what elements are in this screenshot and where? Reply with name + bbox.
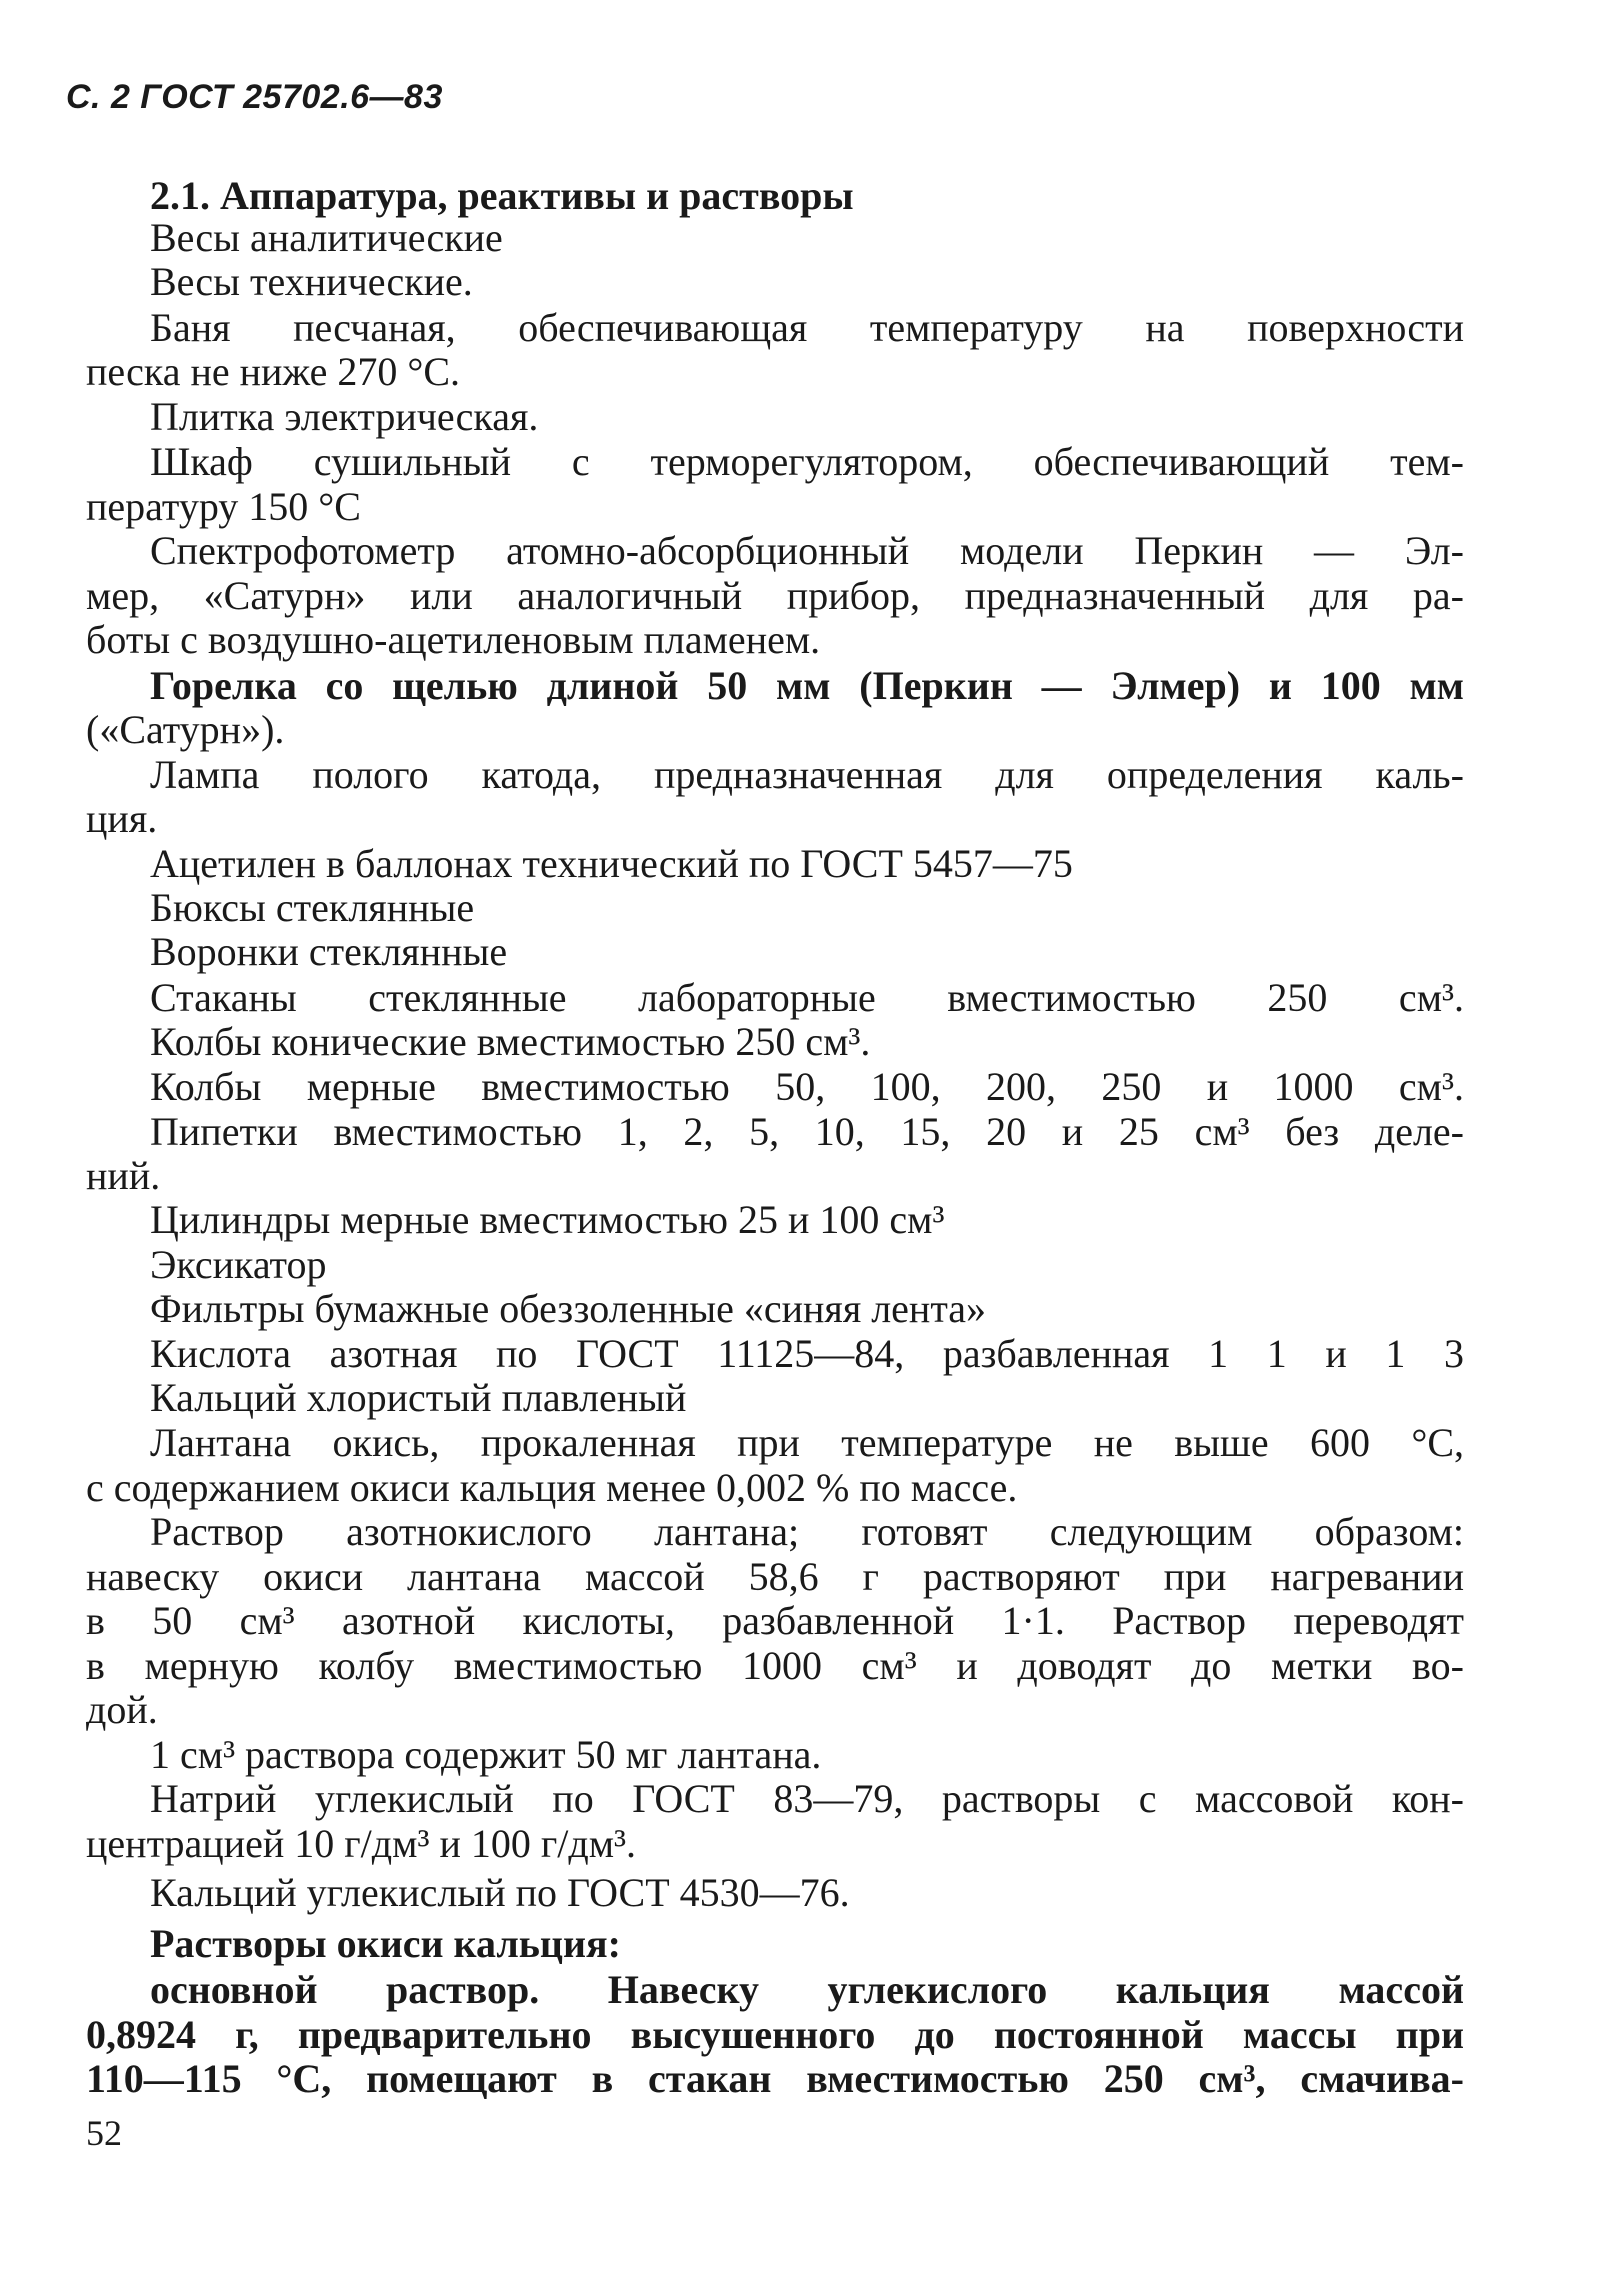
text-line: Эксикатор <box>150 1242 327 1287</box>
text-line: Горелка со щелью длиной 50 мм (Перкин — Элмер) и 100 мм <box>150 663 1464 708</box>
text-line: Весы аналитические <box>150 215 503 260</box>
text-line: Баня песчаная, обеспечивающая температуру на поверхности <box>150 305 1464 350</box>
text-line: в мерную колбу вместимостью 1000 см³ и доводят до метки во- <box>86 1643 1464 1688</box>
text-line: боты с воздушно-ацетиленовым пламенем. <box>86 617 821 662</box>
text-line: Стаканы стеклянные лабораторные вместимостью 250 см³. <box>150 975 1464 1020</box>
text-line: песка не ниже 270 °С. <box>86 349 461 394</box>
text-line: в 50 см³ азотной кислоты, разбавленной 1·1. Раствор переводят <box>86 1598 1464 1643</box>
page-number: 52 <box>86 2113 122 2153</box>
text-line: 0,8924 г, предварительно высушенного до постоянной массы при <box>86 2012 1464 2057</box>
text-line: основной раствор. Навеску углекислого кальция массой <box>150 1967 1464 2012</box>
text-line: ний. <box>86 1153 161 1198</box>
text-line: навеску окиси лантана массой 58,6 г растворяют при нагревании <box>86 1554 1464 1599</box>
text-line: Шкаф сушильный с терморегулятором, обеспечивающий тем- <box>150 439 1464 484</box>
text-line: Растворы окиси кальция: <box>150 1921 621 1966</box>
text-line: Бюксы стеклянные <box>150 885 475 930</box>
text-line: Раствор азотнокислого лантана; готовят следующим образом: <box>150 1509 1464 1554</box>
text-line: Ацетилен в баллонах технический по ГОСТ 5457—75 <box>150 841 1073 886</box>
text-line: Спектрофотометр атомно-абсорбционный модели Перкин — Эл- <box>150 528 1464 573</box>
text-line: («Сатурн»). <box>86 707 285 752</box>
text-line: Цилиндры мерные вместимостью 25 и 100 см³ <box>150 1197 945 1242</box>
text-line: Пипетки вместимостью 1, 2, 5, 10, 15, 20 и 25 см³ без деле- <box>150 1109 1464 1154</box>
text-line: дой. <box>86 1687 158 1732</box>
text-line: 110—115 °С, помещают в стакан вместимостью 250 см³, смачива- <box>86 2056 1464 2101</box>
text-line: Колбы конические вместимостью 250 см³. <box>150 1019 871 1064</box>
text-line: Плитка электрическая. <box>150 394 539 439</box>
text-line: Фильтры бумажные обеззоленные «синяя лента» <box>150 1286 987 1331</box>
text-line: мер, «Сатурн» или аналогичный прибор, предназначенный для ра- <box>86 573 1464 618</box>
text-line: Лампа полого катода, предназначенная для определения каль- <box>150 752 1464 797</box>
text-line: Кальций хлористый плавленый <box>150 1375 687 1420</box>
page-header: С. 2 ГОСТ 25702.6—83 <box>66 78 443 116</box>
text-line: Весы технические. <box>150 259 473 304</box>
text-line: Кислота азотная по ГОСТ 11125—84, разбавленная 1 1 и 1 3 <box>150 1331 1464 1376</box>
text-line: ция. <box>86 796 158 841</box>
section-title: 2.1. Аппаратура, реактивы и растворы <box>150 173 854 218</box>
text-line: центрацией 10 г/дм³ и 100 г/дм³. <box>86 1821 637 1866</box>
text-line: Колбы мерные вместимостью 50, 100, 200, 250 и 1000 см³. <box>150 1064 1464 1109</box>
text-line: Кальций углекислый по ГОСТ 4530—76. <box>150 1870 850 1915</box>
text-line: Лантана окись, прокаленная при температуре не выше 600 °С, <box>150 1420 1464 1465</box>
text-line: Натрий углекислый по ГОСТ 83—79, растворы с массовой кон- <box>150 1776 1464 1821</box>
text-line: с содержанием окиси кальция менее 0,002 % по массе. <box>86 1465 1018 1510</box>
text-line: пературу 150 °С <box>86 484 361 529</box>
text-line: Воронки стеклянные <box>150 929 508 974</box>
text-line: 1 см³ раствора содержит 50 мг лантана. <box>150 1732 822 1777</box>
